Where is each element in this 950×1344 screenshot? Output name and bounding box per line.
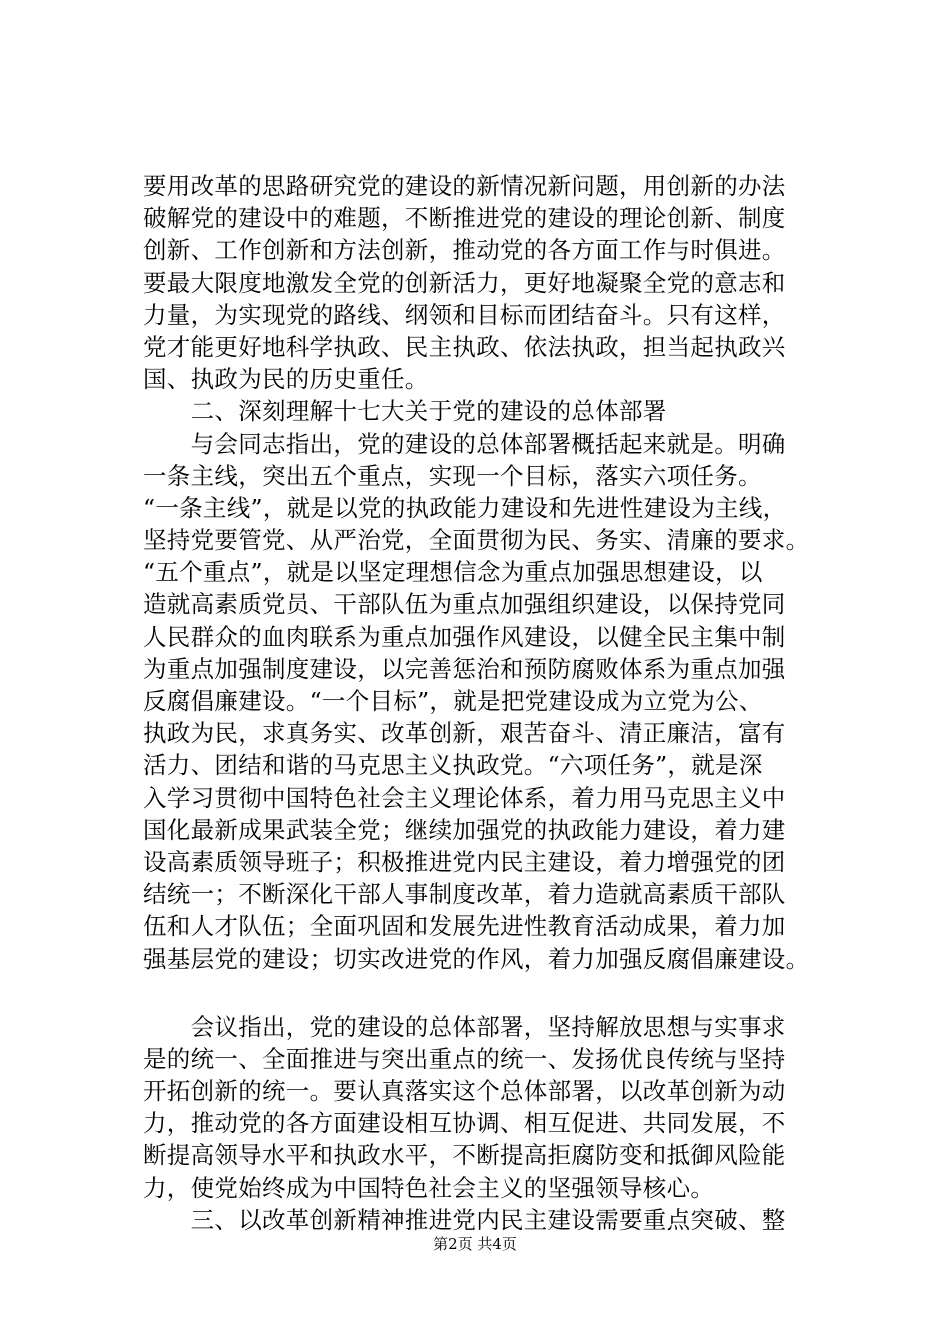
paragraph-block-2 [143,1011,833,1236]
section-heading-3: 三、以改革创新精神推进党内民主建设需要重点突破、整 [143,1205,786,1234]
text-line: 设高素质领导班子；积极推进党内民主建设，着力增强党的团 [143,847,786,876]
text-line: 力量，为实现党的路线、纲领和目标而团结奋斗。只有这样， [143,300,786,329]
text-line: 一条主线，突出五个重点，实现一个目标，落实六项任务。 [143,461,762,490]
text-line: 党才能更好地科学执政、民主执政、依法执政，担当起执政兴 [143,332,786,361]
page-number-footer: 第2页 共4页 [433,1235,517,1253]
text-line: 国、执政为民的历史重任。 [143,365,429,394]
text-line: “一条主线”，就是以党的执政能力建设和先进性建设为主线， [143,493,787,522]
paragraph-block-1 [143,170,833,975]
text-line: 造就高素质党员、干部队伍为重点加强组织建设，以保持党同 [143,590,786,619]
text-line: 力，推动党的各方面建设相互协调、相互促进、共同发展，不 [143,1109,786,1138]
text-line: 创新、工作创新和方法创新，推动党的各方面工作与时俱进。 [143,236,786,265]
text-line: 开拓创新的统一。要认真落实这个总体部署，以改革创新为动 [143,1077,786,1106]
text-line: 要最大限度地激发全党的创新活力，更好地凝聚全党的意志和 [143,268,786,297]
text-line: 活力、团结和谐的马克思主义执政党。“六项任务”，就是深 [143,751,763,780]
text-line: “五个重点”，就是以坚定理想信念为重点加强思想建设，以 [143,558,763,587]
paragraph-spacer [143,975,833,1011]
text-line: 强基层党的建设；切实改进党的作风，着力加强反腐倡廉建设。 [143,944,810,973]
text-line: 人民群众的血肉联系为重点加强作风建设，以健全民主集中制 [143,622,786,651]
text-line: 结统一；不断深化干部人事制度改革，着力造就高素质干部队 [143,880,786,909]
document-body [143,170,833,1236]
text-line: 反腐倡廉建设。“一个目标”，就是把党建设成为立党为公、 [143,687,763,715]
text-line: 会议指出，党的建设的总体部署，坚持解放思想与实事求 [143,1012,786,1041]
text-line: 与会同志指出，党的建设的总体部署概括起来就是。明确 [143,429,786,458]
text-line: 为重点加强制度建设，以完善惩治和预防腐败体系为重点加强 [143,654,786,683]
text-line: 执政为民，求真务实、改革创新，艰苦奋斗、清正廉洁，富有 [143,719,786,748]
text-line: 是的统一、全面推进与突出重点的统一、发扬优良传统与坚持 [143,1044,786,1073]
text-line: 要用改革的思路研究党的建设的新情况新问题，用创新的办法 [143,172,786,200]
text-line: 力，使党始终成为中国特色社会主义的坚强领导核心。 [143,1173,715,1202]
text-line: 入学习贯彻中国特色社会主义理论体系，着力用马克思主义中 [143,783,786,812]
text-line: 坚持党要管党、从严治党，全面贯彻为民、务实、清廉的要求。 [143,526,810,555]
text-line: 断提高领导水平和执政水平，不断提高拒腐防变和抵御风险能 [143,1141,786,1170]
text-line: 国化最新成果武装全党；继续加强党的执政能力建设，着力建 [143,815,786,844]
text-line: 破解党的建设中的难题，不断推进党的建设的理论创新、制度 [143,204,786,233]
text-line: 伍和人才队伍；全面巩固和发展先进性教育活动成果，着力加 [143,912,786,941]
section-heading-2: 二、深刻理解十七大关于党的建设的总体部署 [143,397,667,426]
